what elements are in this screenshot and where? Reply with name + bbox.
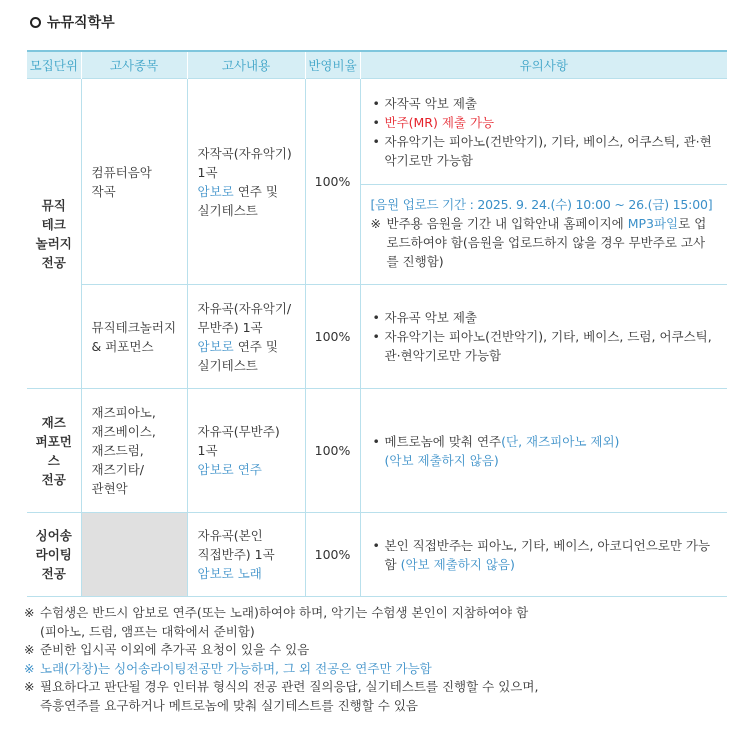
content-tail: 연주 및	[233, 183, 278, 199]
upload-cell	[360, 185, 727, 285]
content-line	[198, 337, 295, 356]
table-row	[27, 389, 727, 513]
upload-note-text: 반주용 음원을 기간 내 입학안내 홈페이지에	[386, 216, 628, 231]
memorized-highlight: 암보로	[197, 338, 234, 354]
footnote-text: 준비한 입시곡 이외에 추가곡 요청이 있을 수 있음	[40, 642, 310, 657]
unit-line: 놀러지	[35, 235, 72, 251]
note-item-mr: • 반주(MR) 제출 가능	[371, 113, 718, 132]
table-row	[27, 513, 727, 597]
subject-line: 뮤직테크놀러지	[91, 319, 177, 335]
header-ratio: 반영비율	[305, 51, 360, 79]
header-notes: 유의사항	[360, 51, 727, 79]
content-computer-music	[187, 79, 305, 285]
content-line: 자유곡(무반주)	[197, 424, 280, 439]
unit-music-technology	[27, 79, 81, 389]
subject-line: & 퍼포먼스	[91, 338, 154, 354]
unit-line: 라이팅	[35, 547, 72, 562]
unit-line: 퍼포먼스	[35, 433, 72, 468]
unit-line: 전공	[41, 566, 66, 581]
notes-cell	[360, 389, 727, 513]
note-mark: ※	[24, 660, 35, 676]
note-no-score: (악보 제출하지 않음)	[400, 556, 515, 572]
subject-music-tech-performance	[81, 285, 187, 389]
upload-period: [음원 업로드 기간 : 2025. 9. 24.(수) 10:00 ~ 26.(금) 15:00]	[370, 197, 713, 212]
content-jazz	[187, 389, 305, 513]
ratio-cell: 100%	[305, 389, 360, 513]
note-item	[371, 432, 718, 451]
footnote-text: 즉흥연주를 요구하거나 메트로놈에 맞춰 실기테스트를 진행할 수 있음	[40, 697, 418, 713]
content-line: 자유곡(자유악기/	[197, 300, 292, 316]
content-singer	[187, 513, 305, 597]
table-row	[27, 285, 727, 389]
subject-line: 재즈베이스,	[91, 424, 156, 439]
table-header-row	[27, 51, 727, 79]
note-mark: ※	[370, 216, 381, 231]
note-item	[371, 536, 718, 574]
notes-cell	[360, 79, 727, 185]
circle-bullet-icon	[30, 17, 41, 28]
subject-empty	[81, 513, 187, 597]
ratio-cell: 100%	[305, 79, 360, 285]
upload-note-text: 로 업로드하여야 함(음원을 업로드하지 않을 경우 무반주로 고사를 진행함)	[386, 216, 707, 269]
unit-jazz-performance	[27, 389, 81, 513]
subject-line: 재즈피아노,	[91, 405, 156, 420]
subject-line: 재즈기타/	[91, 462, 145, 477]
footnote-text: 노래(가창)는 싱어송라이팅전공만 가능하며, 그 외 전공은 연주만 가능함	[40, 660, 432, 676]
note-item: • 자유악기는 피아노(건반악기), 기타, 베이스, 드럼, 어쿠스틱, 관·현악기로만 가능함	[371, 327, 718, 365]
mp3-highlight: MP3파일	[627, 216, 679, 231]
footnote	[24, 678, 734, 715]
content-line: 자작곡(자유악기)	[197, 145, 292, 161]
content-line: 무반주) 1곡	[197, 319, 263, 335]
ratio-cell: 100%	[305, 513, 360, 597]
note-text: 본인 직접반주는 피아노, 기타, 베이스, 아코디언으로만 가능함	[384, 537, 711, 572]
unit-line: 재즈	[41, 414, 66, 430]
notes-list	[371, 94, 718, 170]
footnote	[24, 641, 734, 660]
note-mark: ※	[24, 679, 35, 694]
content-line: 실기테스트	[197, 202, 258, 218]
unit-line: 테크	[41, 216, 66, 232]
subject-computer-music	[81, 79, 187, 285]
unit-singer-songwriting	[27, 513, 81, 597]
header-unit: 모집단위	[27, 51, 81, 79]
memorized-highlight: 암보로 연주	[197, 462, 262, 477]
content-tail: 연주 및	[233, 338, 278, 354]
footnote-highlight	[24, 660, 734, 679]
upload-note	[371, 214, 718, 271]
section-title	[30, 12, 115, 32]
notes-list	[371, 536, 718, 574]
memorized-highlight: 암보로 노래	[197, 566, 262, 581]
section-title-text: 뉴뮤직학부	[47, 15, 115, 31]
note-mark: ※	[24, 605, 35, 620]
content-line: 실기테스트	[197, 357, 258, 373]
notes-cell	[360, 513, 727, 597]
note-item: • 자유악기는 피아노(건반악기), 기타, 베이스, 어쿠스틱, 관·현악기로만 가능함	[371, 132, 718, 170]
content-line: 자유곡(본인	[197, 528, 263, 543]
content-line: 1곡	[197, 443, 218, 458]
subject-line: 관현악	[91, 481, 128, 496]
unit-line: 전공	[41, 254, 66, 270]
unit-line: 전공	[41, 471, 66, 487]
notes-list	[371, 432, 718, 451]
footnote-text: 수험생은 반드시 암보로 연주(또는 노래)하여야 하며, 악기는 수험생 본인이 지참하여야 함	[40, 605, 529, 620]
content-music-tech-performance	[187, 285, 305, 389]
subject-line: 작곡	[91, 183, 116, 199]
content-line	[198, 182, 295, 201]
footnote-text: (피아노, 드럼, 앰프는 대학에서 준비함)	[40, 623, 255, 639]
exam-table	[27, 50, 727, 597]
header-content: 고사내용	[187, 51, 305, 79]
table-row	[27, 79, 727, 185]
content-line: 직접반주) 1곡	[197, 547, 275, 562]
subject-line: 컴퓨터음악	[91, 164, 152, 180]
note-no-score: (악보 제출하지 않음)	[384, 452, 499, 468]
footnote	[24, 604, 734, 641]
notes-cell	[360, 285, 727, 389]
notes-list	[371, 308, 718, 365]
subject-jazz	[81, 389, 187, 513]
subject-line: 재즈드럼,	[91, 443, 144, 458]
note-item: • 자유곡 악보 제출	[371, 308, 718, 327]
note-exception: (단, 재즈피아노 제외)	[501, 433, 620, 449]
unit-line: 싱어송	[35, 528, 72, 543]
memorized-highlight: 암보로	[197, 183, 234, 199]
content-line: 1곡	[197, 164, 218, 180]
ratio-cell: 100%	[305, 285, 360, 389]
note-text: 메트로놈에 맞춰 연주	[384, 433, 502, 449]
unit-line: 뮤직	[41, 197, 66, 213]
note-mark: ※	[24, 642, 35, 657]
note-item: • 자작곡 악보 제출	[371, 94, 718, 113]
header-subject: 고사종목	[81, 51, 187, 79]
footnotes	[24, 604, 734, 715]
footnote-text: 필요하다고 판단될 경우 인터뷰 형식의 전공 관련 질의응답, 실기테스트를 진행할 수 있으며,	[40, 679, 539, 694]
